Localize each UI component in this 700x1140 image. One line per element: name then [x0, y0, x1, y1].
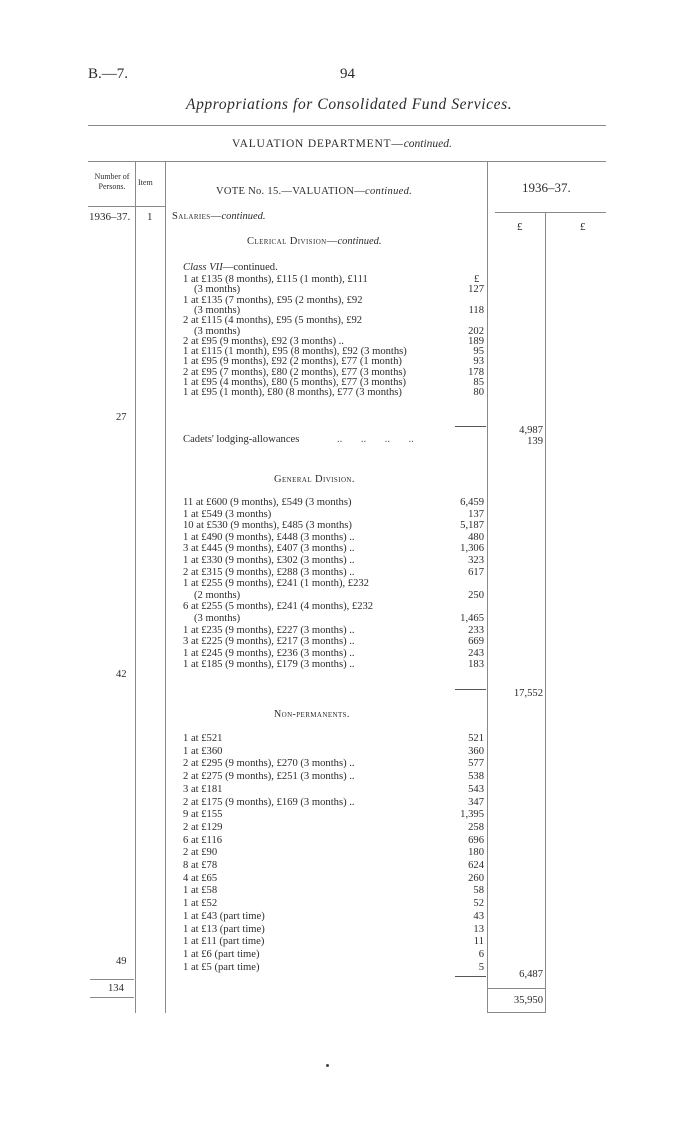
line-item-amount: 617: [468, 566, 484, 578]
line-item-amount: 669: [468, 636, 484, 648]
header-bottom-rule-right: [495, 212, 606, 213]
col-header-item: Item: [138, 178, 153, 187]
line-item-amount: 260: [468, 872, 484, 884]
general-total: 17,552: [513, 688, 543, 699]
line-item-text: 1 at £6 (part time): [183, 948, 260, 960]
department-name: VALUATION DEPARTMENT—: [232, 138, 404, 150]
col-rule-item: [165, 161, 166, 1013]
line-item-text: 1 at £11 (part time): [183, 936, 265, 948]
line-item-text: 1 at £135 (8 months), £115 (1 month), £111: [183, 274, 368, 285]
line-item-text: 2 at £115 (4 months), £95 (5 months), £92: [183, 315, 363, 327]
line-item-text: 1 at £115 (1 month), £95 (8 months), £92 (3 months): [183, 346, 407, 358]
line-item-amount: 323: [468, 555, 484, 566]
line-item-text: 10 at £530 (9 months), £485 (3 months): [183, 520, 352, 532]
line-item-text: 1 at £95 (4 months), £80 (5 months), £77 (3 months): [183, 377, 407, 388]
page-title: Appropriations for Consolidated Fund Services.: [186, 96, 513, 113]
line-item-text: 2 at £95 (9 months), £92 (3 months) ..: [183, 335, 344, 347]
line-item-amount: 202: [468, 325, 484, 337]
line-item-text: 6 at £255 (5 months), £241 (4 months), £232: [183, 601, 374, 613]
line-item-amount: 6,459: [460, 497, 484, 508]
general-heading: General Division.: [274, 474, 355, 485]
line-item: [183, 387, 402, 399]
line-item-text: 1 at £95 (9 months), £92 (2 months), £77 (1 month): [183, 356, 402, 368]
line-item-text: 3 at £445 (9 months), £407 (3 months) ..: [183, 543, 355, 555]
footer-mark: [326, 1064, 329, 1067]
report-code: B.—7.: [88, 66, 129, 82]
line-item: [183, 625, 355, 637]
salaries-heading: [172, 211, 266, 222]
line-item-text: 4 at £65: [183, 872, 218, 884]
grand-sum-rule-top: [488, 988, 545, 989]
line-item: [183, 520, 352, 532]
pound-sign-grand: £: [580, 221, 586, 233]
grand-persons: 134: [108, 983, 124, 994]
line-item-amount: 1,465: [460, 613, 484, 624]
line-item-amount: 5,187: [460, 520, 484, 532]
line-item-text: 1 at £58: [183, 885, 218, 897]
line-item-text: 1 at £135 (7 months), £95 (2 months), £92: [183, 294, 363, 306]
line-item-text: 1 at £490 (9 months), £448 (3 months) ..: [183, 531, 355, 543]
vote-name: VOTE No. 15.—VALUATION—: [216, 186, 366, 197]
line-item: [183, 758, 355, 770]
pound-sign-totals: £: [517, 221, 523, 233]
line-item-amount: 118: [468, 304, 484, 316]
line-item: [183, 746, 222, 758]
line-item-amount: 250: [468, 589, 484, 601]
line-item-amount: 480: [468, 531, 484, 543]
line-item-text: 2 at £175 (9 months), £169 (3 months) ..: [183, 796, 355, 808]
line-item-amount: 243: [468, 647, 484, 659]
line-item-text: 8 at £78: [183, 860, 218, 871]
line-item-amount: 180: [468, 847, 484, 859]
line-item: [183, 898, 217, 910]
line-item: [183, 885, 217, 897]
class-label: Class VII: [183, 262, 223, 273]
col-header-year: 1936–37.: [522, 180, 571, 195]
line-item-text: 1 at £235 (9 months), £227 (3 months) ..: [183, 624, 355, 636]
line-item-amount: 258: [468, 821, 484, 833]
line-item-amount: 6: [478, 948, 484, 960]
cadets-amount: 139: [527, 436, 543, 447]
line-item-amount: 189: [468, 335, 484, 347]
line-item: [183, 847, 217, 859]
line-item-amount: 178: [468, 366, 484, 378]
line-item-amount: 1,306: [460, 543, 484, 555]
line-item: [183, 860, 217, 872]
line-item-amount: 137: [468, 508, 484, 520]
line-item-text: 3 at £225 (9 months), £217 (3 months) ..: [183, 636, 355, 648]
header-rule: [88, 125, 606, 126]
nonperm-total: 6,487: [519, 969, 543, 980]
line-item: [183, 924, 265, 936]
line-item: [183, 784, 222, 796]
line-item: [183, 835, 222, 847]
line-item: [183, 936, 264, 948]
line-item: [183, 659, 355, 671]
col-rule-totals: [545, 212, 546, 1013]
line-item: [183, 873, 217, 885]
line-item: [183, 543, 355, 555]
general-persons: 42: [116, 669, 127, 680]
grand-sum-rule-bottom: [488, 1012, 545, 1013]
line-item-text: 1 at £330 (9 months), £302 (3 months) ..: [183, 555, 355, 566]
clerical-sum-rule: [455, 426, 486, 427]
cadets-label: Cadets' lodging-allowances: [183, 434, 300, 445]
line-item-text: 1 at £521: [183, 733, 223, 744]
line-item-amount: 58: [473, 885, 484, 897]
line-item-text: (3 months): [194, 284, 241, 296]
header-bottom-rule-left: [88, 206, 165, 207]
department-heading: [232, 138, 452, 150]
grand-total: 35,950: [513, 995, 543, 1006]
clerical-continued: continued.: [337, 236, 382, 247]
line-item-amount: 538: [468, 771, 484, 783]
line-item-amount: 93: [473, 356, 484, 368]
line-item: [183, 578, 369, 590]
persons-sum-rule-top: [90, 979, 134, 980]
line-item: [183, 555, 355, 567]
line-item-text: 2 at £275 (9 months), £251 (3 months) ..: [183, 771, 355, 783]
line-item: [183, 532, 355, 544]
line-item-text: (3 months): [194, 613, 241, 624]
line-item-text: (3 months): [194, 325, 241, 337]
line-item-text: 1 at £52: [183, 898, 218, 910]
col-rule-persons: [135, 161, 136, 1013]
line-item-text: 6 at £116: [183, 834, 223, 846]
line-item: [183, 509, 271, 521]
line-item-amount: 360: [468, 745, 484, 757]
line-item-text: 2 at £315 (9 months), £288 (3 months) ..: [183, 566, 355, 578]
line-item-amount: 696: [468, 834, 484, 846]
cadets-line: [183, 434, 485, 446]
salaries-continued: continued.: [221, 211, 266, 222]
clerical-pound-sign: £: [474, 274, 480, 285]
line-item-amount: 183: [468, 659, 484, 671]
line-item: [183, 911, 265, 923]
line-item-text: 2 at £90: [183, 847, 218, 859]
line-item-text: 2 at £95 (7 months), £80 (2 months), £77 (3 months): [183, 366, 407, 378]
line-item-text: 1 at £95 (1 month), £80 (8 months), £77 (3 months): [183, 387, 402, 399]
line-item-amount: 5: [478, 961, 484, 973]
line-item-amount: 80: [473, 387, 484, 399]
cadets-leader: .. .. .. ..: [337, 434, 414, 445]
clerical-persons: 27: [116, 412, 127, 423]
salaries-label: Salaries—: [172, 211, 222, 222]
line-item: [194, 613, 240, 625]
line-item: [183, 567, 355, 579]
line-item-text: 1 at £255 (9 months), £241 (1 month), £232: [183, 578, 369, 590]
line-item: [183, 601, 373, 613]
line-item-text: (3 months): [194, 304, 241, 316]
line-item-amount: 1,395: [460, 809, 484, 821]
nonperm-persons: 49: [116, 956, 127, 967]
line-item-text: 1 at £43 (part time): [183, 910, 265, 922]
line-item-amount: 95: [473, 346, 484, 358]
line-item-amount: 577: [468, 758, 484, 770]
class-heading: [183, 262, 278, 274]
line-item-amount: 13: [473, 923, 484, 935]
line-item-text: 2 at £129: [183, 821, 223, 833]
line-item: [183, 962, 259, 974]
line-item-amount: 347: [468, 796, 484, 808]
line-item-text: 1 at £13 (part time): [183, 923, 265, 935]
clerical-title: Clerical Division—: [247, 236, 338, 247]
line-item-text: 1 at £245 (9 months), £236 (3 months) ..: [183, 647, 355, 659]
line-item-text: 1 at £549 (3 months): [183, 508, 272, 520]
line-item-amount: 43: [473, 910, 484, 922]
vote-heading: [216, 186, 412, 197]
clerical-total: 4,987: [519, 425, 543, 436]
line-item-text: 1 at £360: [183, 745, 223, 757]
line-item-text: (2 months): [194, 589, 241, 601]
line-item: [194, 590, 240, 602]
line-item: [183, 636, 355, 648]
clerical-heading: [247, 236, 382, 247]
line-item-amount: 85: [473, 377, 484, 388]
line-item: [183, 949, 259, 961]
line-item: [183, 733, 222, 745]
line-item: [183, 809, 222, 821]
line-item-text: 3 at £181: [183, 783, 223, 795]
page-number: 94: [340, 66, 355, 82]
general-sum-rule: [455, 689, 486, 690]
persons-sum-rule-bottom: [90, 997, 134, 998]
line-item-text: 9 at £155: [183, 809, 223, 821]
line-item: [183, 648, 355, 660]
nonperm-heading: Non-permanents.: [274, 709, 350, 720]
line-item-amount: 11: [473, 936, 484, 948]
col-rule-amounts: [487, 161, 488, 1013]
line-item-text: 2 at £295 (9 months), £270 (3 months) ..: [183, 758, 355, 770]
line-item: [183, 771, 355, 783]
line-item-text: 1 at £185 (9 months), £179 (3 months) ..: [183, 659, 355, 671]
department-continued: continued.: [403, 138, 452, 150]
line-item-text: 1 at £5 (part time): [183, 961, 260, 973]
class-rest: —continued.: [222, 262, 278, 273]
col-header-number: Number of Persons.: [94, 172, 130, 191]
line-item: [183, 497, 352, 509]
line-item-amount: 52: [473, 898, 484, 910]
line-item-amount: 127: [468, 284, 484, 296]
line-item: [183, 822, 222, 834]
line-item-amount: 624: [468, 860, 484, 871]
line-item-amount: 543: [468, 783, 484, 795]
row-item-number: 1: [147, 211, 153, 223]
line-item-amount: 521: [468, 733, 484, 744]
line-item-text: 11 at £600 (9 months), £549 (3 months): [183, 497, 352, 508]
nonperm-sum-rule: [455, 976, 486, 977]
row-year: 1936–37.: [89, 211, 131, 223]
line-item-amount: 233: [468, 624, 484, 636]
vote-continued: continued.: [365, 186, 413, 197]
line-item: [183, 797, 355, 809]
